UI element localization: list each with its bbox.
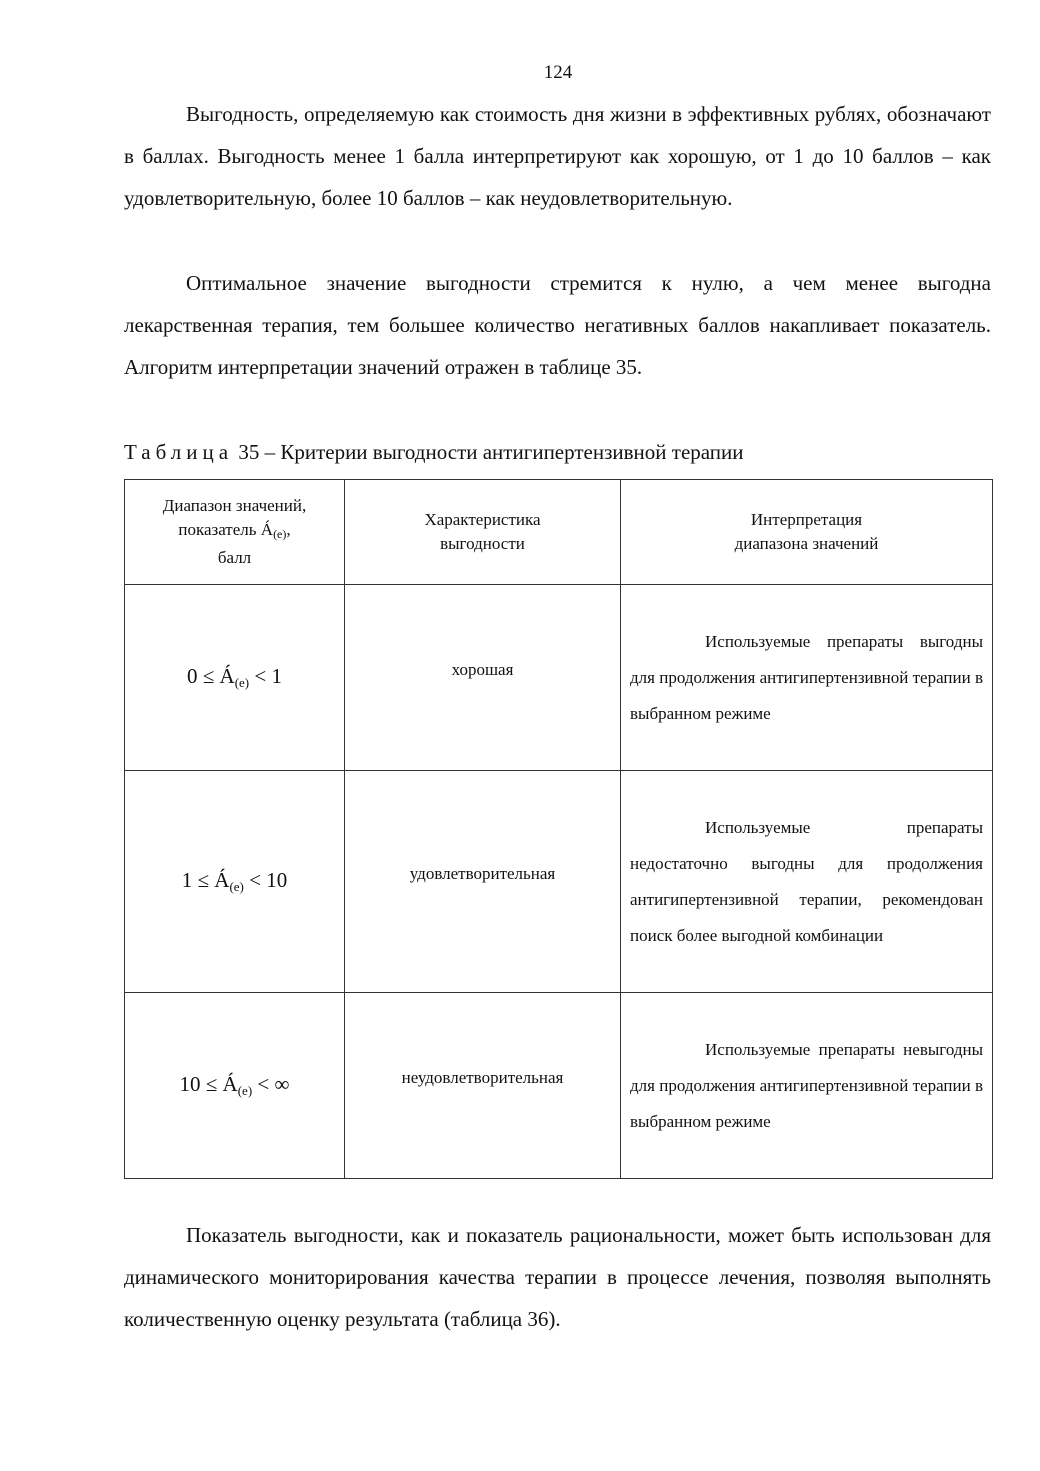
characteristic-text: удовлетворительная bbox=[409, 863, 556, 883]
range-expression: 0 ≤ Á bbox=[187, 664, 235, 688]
characteristic-cell bbox=[345, 993, 621, 1179]
interpretation-cell bbox=[621, 771, 993, 993]
characteristic-text: хорошая bbox=[451, 659, 514, 679]
header-range-subscript: (e) bbox=[273, 527, 287, 541]
header-range-line-1: Диапазон значений, bbox=[162, 496, 307, 515]
characteristic-cell bbox=[345, 585, 621, 771]
table-caption bbox=[124, 436, 744, 468]
table-row bbox=[125, 585, 993, 771]
table-header-row bbox=[125, 480, 993, 585]
header-interpretation-line-1: Интерпретация bbox=[750, 510, 863, 529]
interpretation-cell bbox=[621, 585, 993, 771]
interpretation-text: Используемые препараты выгодны для продолжения антигипертензивной терапии в выбранном режиме bbox=[630, 631, 983, 723]
paragraph-3 bbox=[124, 1214, 991, 1340]
range-expression: 10 ≤ Á bbox=[179, 1072, 238, 1096]
range-subscript: (e) bbox=[237, 1083, 253, 1098]
header-characteristic-line-1: Характеристика bbox=[424, 510, 541, 529]
range-bound: < 10 bbox=[243, 868, 288, 892]
header-characteristic-line-2: выгодности bbox=[440, 534, 525, 553]
range-bound: < ∞ bbox=[252, 1072, 290, 1096]
paragraph-3-text: Показатель выгодности, как и показатель рациональности, может быть использован для динамического мониторирования качества терапии в процессе лечения, позволяя выполнять количественную оценку результата (таблица 36). bbox=[124, 1223, 991, 1331]
range-bound: < 1 bbox=[249, 664, 282, 688]
range-cell bbox=[125, 585, 345, 771]
paragraph-1 bbox=[124, 93, 991, 219]
range-cell bbox=[125, 771, 345, 993]
header-interpretation bbox=[621, 480, 993, 585]
characteristic-text: неудовлетворительная bbox=[401, 1067, 564, 1087]
criteria-table bbox=[124, 479, 993, 1179]
table-caption-title: 35 – Критерии выгодности антигипертензивной терапии bbox=[238, 440, 744, 464]
table-row bbox=[125, 993, 993, 1179]
header-range-line-3: балл bbox=[217, 548, 252, 567]
interpretation-cell bbox=[621, 993, 993, 1179]
header-range-symbol: показатель Á bbox=[178, 520, 274, 539]
range-cell bbox=[125, 993, 345, 1179]
range-subscript: (e) bbox=[229, 879, 244, 894]
paragraph-2 bbox=[124, 262, 991, 388]
header-interpretation-line-2: диапазона значений bbox=[734, 534, 879, 553]
paragraph-2-text: Оптимальное значение выгодности стремится к нулю, а чем менее выгодна лекарственная терапия, тем большее количество негативных баллов накапливает показатель. Алгоритм интерпретации значений отражен в таблице 35. bbox=[124, 271, 991, 379]
page-number: 124 bbox=[543, 62, 573, 83]
characteristic-cell bbox=[345, 771, 621, 993]
interpretation-text: Используемые препараты невыгодны для продолжения антигипертензивной терапии в выбранном режиме bbox=[630, 1039, 983, 1131]
header-characteristic bbox=[345, 480, 621, 585]
paragraph-1-text: Выгодность, определяемую как стоимость дня жизни в эффективных рублях, обозначают в баллах. Выгодность менее 1 балла интерпретируют как хорошую, от 1 до 10 баллов – как удовлетворительную, более 10 баллов – как неудовлетворительную. bbox=[124, 102, 991, 210]
table-caption-prefix: Таблица bbox=[124, 440, 234, 464]
table-row bbox=[125, 771, 993, 993]
range-expression: 1 ≤ Á bbox=[181, 868, 230, 892]
range-subscript: (e) bbox=[234, 675, 250, 690]
interpretation-text: Используемые препараты недостаточно выгодны для продолжения антигипертензивной терапии, рекомендован поиск более выгодной комбинации bbox=[630, 817, 983, 945]
header-range-line-2 bbox=[125, 518, 344, 546]
header-range-comma: , bbox=[286, 520, 291, 539]
header-range bbox=[125, 480, 345, 585]
